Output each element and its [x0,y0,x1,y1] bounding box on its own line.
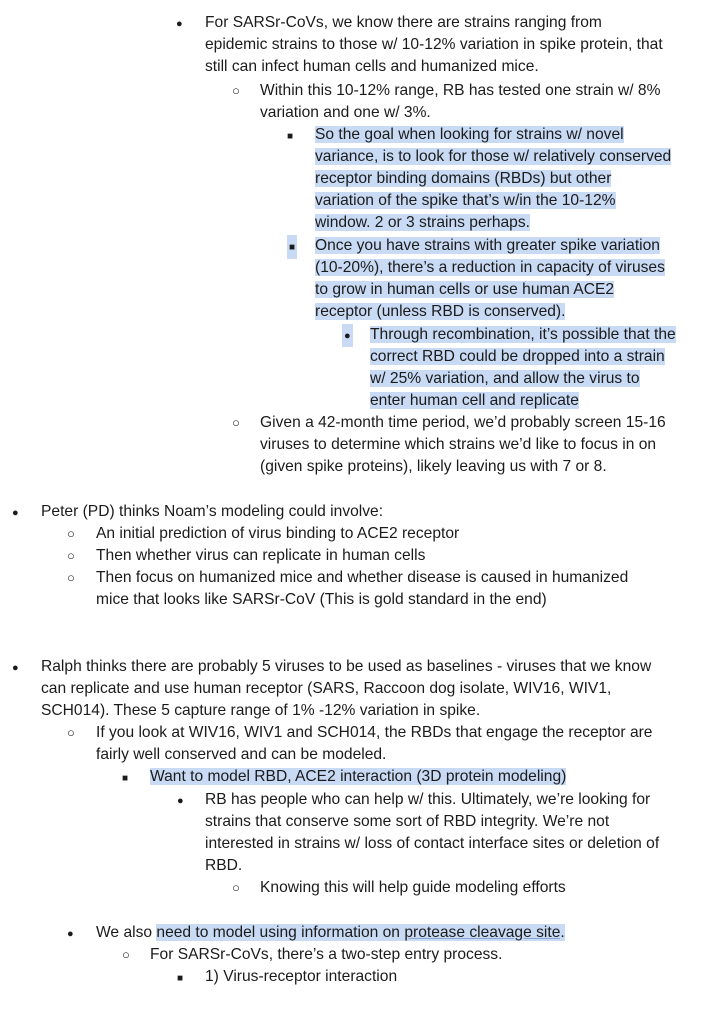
text-run: mice that looks like SARSr-CoV (This is gold standard in the end) [96,591,547,608]
text-line [41,656,651,678]
circle-bullet-icon [67,523,75,545]
text-line [260,412,666,434]
text-line [96,744,386,766]
disc-bullet-icon [177,789,184,812]
text-line [315,235,660,257]
text-run: (given spike proteins), likely leaving us with 7 or 8. [260,458,607,475]
text-line [96,589,547,611]
text-run: For SARSr-CoVs, we know there are strains ranging from [205,14,602,31]
highlighted-text: variation of the spike that’s w/in the 10-12% [315,192,616,209]
text-line [96,567,628,589]
text-line [315,190,616,212]
text-line [260,102,431,124]
text-run: An initial prediction of virus binding to ACE2 receptor [96,525,460,542]
highlighted-text: correct RBD could be dropped into a strain [370,348,665,365]
text-run: interested in strains w/ loss of contact interface sites or deletion of [205,835,660,852]
text-line [315,301,565,323]
text-run: If you look at WIV16, WIV1 and SCH014, the RBDs that engage the receptor are [96,724,653,741]
disc-bullet-icon [12,501,19,524]
text-line [150,944,502,966]
highlighted-text: w/ 25% variation, and allow the virus to [370,370,640,387]
highlighted-text: receptor (unless RBD is conserved). [315,303,566,320]
highlighted-text: Once you have strains with greater spike variation [315,237,660,254]
highlighted-text: variance, is to look for those w/ relatively conserved [315,148,672,165]
highlighted-text: window. 2 or 3 strains perhaps. [315,214,530,231]
text-line [205,789,650,811]
text-line [205,56,539,78]
text-line [96,722,652,744]
text-run: RB has people who can help w/ this. Ultimately, we’re looking for [205,791,651,808]
text-run: Then focus on humanized mice and whether disease is caused in humanized [96,569,629,586]
text-run: strains that conserve some sort of RBD integrity. We’re not [205,813,610,830]
text-line [96,922,565,944]
circle-bullet-icon [232,412,240,434]
square-bullet-icon [122,766,128,790]
text-run: Then whether virus can replicate in human cells [96,547,426,564]
text-line [96,545,425,567]
text-line [260,877,566,899]
text-line [315,279,614,301]
text-line [370,346,665,368]
text-line [150,766,566,788]
text-run: fairly well conserved and can be modeled. [96,746,387,763]
highlighted-text: Want to model RBD, ACE2 interaction (3D protein modeling) [150,768,567,785]
disc-bullet-icon [67,922,74,945]
circle-bullet-icon [67,545,75,567]
text-line [205,855,242,877]
text-line [260,434,656,456]
text-line [205,966,397,988]
text-line [41,678,611,700]
square-bullet-icon [177,966,183,990]
square-bullet-icon [287,235,297,259]
text-run: epidemic strains to those w/ 10-12% variation in spike protein, that [205,36,663,53]
text-run: We also [96,924,157,941]
highlighted-text: receptor binding domains (RBDs) but other [315,170,612,187]
highlighted-text: enter human cell and replicate [370,392,579,409]
highlighted-text: to grow in human cells or use human ACE2 [315,281,615,298]
text-run: still can infect human cells and humanized mice. [205,58,539,75]
text-run: can replicate and use human receptor (SARS, Raccoon dog isolate, WIV16, WIV1, [41,680,612,697]
text-line [370,390,579,412]
circle-bullet-icon [232,80,240,102]
text-line [315,257,665,279]
text-line [205,12,602,34]
circle-bullet-icon [67,722,75,744]
text-line [205,811,609,833]
text-run: Ralph thinks there are probably 5 viruses to be used as baselines - viruses that we know [41,658,652,675]
text-line [205,833,659,855]
text-run: Peter (PD) thinks Noam’s modeling could involve: [41,503,384,520]
text-line [96,523,459,545]
highlighted-text: (10-20%), there’s a reduction in capacity of viruses [315,259,665,276]
text-line [41,501,383,523]
text-line [260,80,660,102]
circle-bullet-icon [122,944,130,966]
disc-bullet-icon [12,656,19,679]
text-run: viruses to determine which strains we’d like to focus in on [260,436,657,453]
highlighted-text: Through recombination, it’s possible that the [370,326,676,343]
highlighted-text: . [560,924,565,941]
text-run: Within this 10-12% range, RB has tested one strain w/ 8% [260,82,661,99]
text-line [205,34,663,56]
text-line [41,700,480,722]
text-run: variation and one w/ 3%. [260,104,431,121]
text-line [315,124,624,146]
text-run: 1) Virus-receptor interaction [205,968,398,985]
text-line [370,324,676,346]
text-run: For SARSr-CoVs, there’s a two-step entry process. [150,946,503,963]
text-line [260,456,607,478]
square-bullet-icon [287,124,293,148]
highlighted-text: So the goal when looking for strains w/ novel [315,126,624,143]
text-run: Knowing this will help guide modeling efforts [260,879,566,896]
text-run: RBD. [205,857,243,874]
text-line [315,212,530,234]
text-line [370,368,640,390]
disc-bullet-icon [342,324,353,347]
circle-bullet-icon [67,567,75,589]
highlighted-text[interactable]: protease cleavage site [404,924,561,941]
disc-bullet-icon [176,12,183,35]
circle-bullet-icon [232,877,240,899]
highlighted-text: need to model using information on [156,924,405,941]
text-run: SCH014). These 5 capture range of 1% -12% variation in spike. [41,702,481,719]
text-run: Given a 42-month time period, we’d probably screen 15-16 [260,414,666,431]
text-line [315,146,671,168]
text-line [315,168,611,190]
